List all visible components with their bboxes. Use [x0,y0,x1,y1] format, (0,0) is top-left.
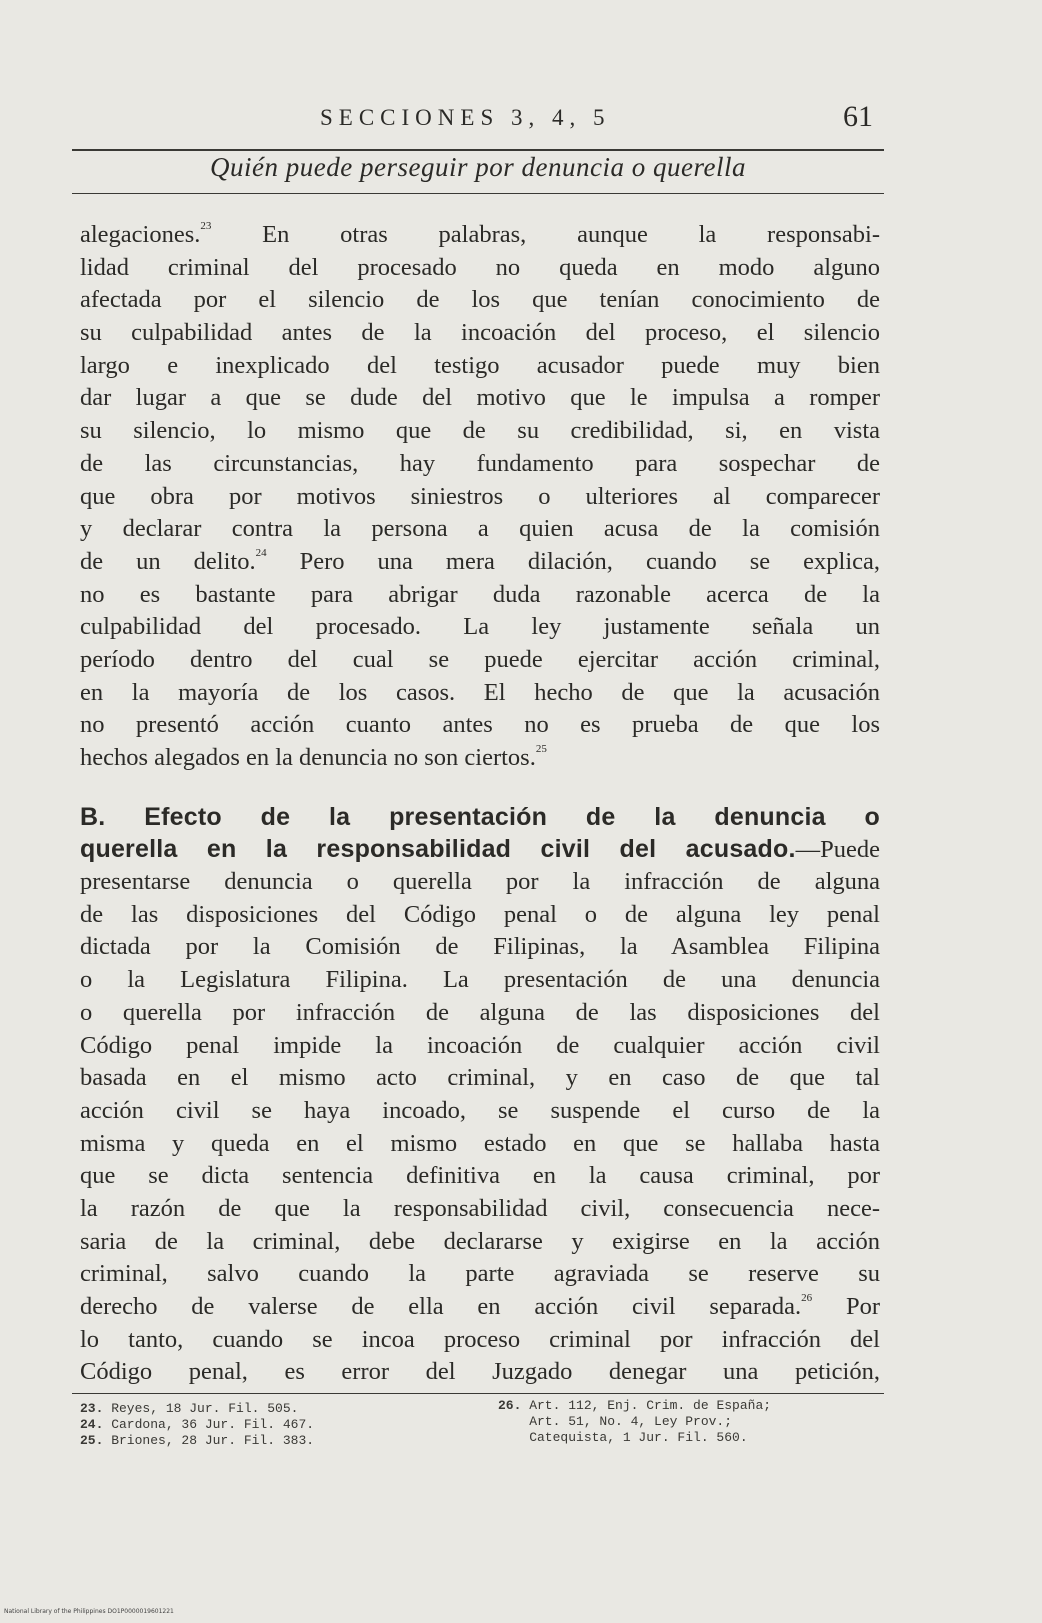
footnote-text: Art. 51, No. 4, Ley Prov.; [498,1414,733,1429]
footnotes-left [80,1401,314,1449]
line-text: de las circunstancias, hay fundamento para sospechar de [80,449,880,477]
footnote-number: 23. [80,1401,104,1416]
line-text-tail: Por [812,1293,880,1320]
text-line [80,219,880,252]
footnote-ref: 23 [200,220,212,232]
section-heading-line-1 [80,801,880,834]
line-text: culpabilidad del procesado. La ley justamente señala un [80,613,880,641]
footnote [498,1398,771,1414]
section-heading: B. Efecto de la presentación de la denuncia o [80,802,880,831]
footnote-number: 24. [80,1417,104,1432]
scan-source-tag: National Library of the Philippines DO1P0000019601221 [4,1608,174,1615]
text-line [80,481,880,514]
line-text: hechos alegados en la denuncia no son ciertos. [80,744,536,771]
line-text: de las disposiciones del Código penal o de alguna ley penal [80,900,880,928]
text-line [80,1160,880,1193]
footnote-text: Cardona, 36 Jur. Fil. 467. [103,1417,315,1432]
line-text: dar lugar a que se dude del motivo que le impulsa a romper [80,384,880,412]
text-line [80,997,880,1030]
footnote-text: Art. 112, Enj. Crim. de España; [521,1398,772,1413]
line-text: lo tanto, cuando se incoa proceso criminal por infracción del [80,1325,880,1353]
section-heading-line-2 [80,833,880,866]
line-text: Código penal impide la incoación de cualquier acción civil [80,1031,880,1059]
footnote [80,1417,314,1433]
text-line [80,350,880,383]
text-line [80,284,880,317]
text-line [80,1258,880,1291]
line-text: en la mayoría de los casos. El hecho de que la acusación [80,678,880,706]
line-text: presentarse denuncia o querella por la infracción de alguna [80,868,880,896]
line-text: o querella por infracción de alguna de las disposiciones del [80,998,880,1026]
text-line [80,1095,880,1128]
line-text: misma y queda en el mismo estado en que se hallaba hasta [80,1129,880,1157]
text-line [80,931,880,964]
line-text: o la Legislatura Filipina. La presentación de una denuncia [80,966,880,994]
line-text: acción civil se haya incoado, se suspende el curso de la [80,1096,880,1124]
line-text: que obra por motivos siniestros o ulteriores al comparecer [80,482,880,510]
line-text-tail: Pero una mera dilación, cuando se explica, [266,547,880,575]
text-line [80,677,880,710]
line-text: no es bastante para abrigar duda razonable acerca de la [80,580,880,608]
line-text: saria de la criminal, debe declararse y exigirse en la acción [80,1227,880,1255]
footnote-ref: 26 [801,1292,813,1304]
paragraph-2 [80,866,880,1389]
footnote [80,1433,314,1449]
footnote-text: Briones, 28 Jur. Fil. 383. [103,1433,315,1448]
footnote [498,1414,771,1430]
footnote-ref: 25 [535,743,547,755]
line-text: basada en el mismo acto criminal, y en caso de que tal [80,1064,880,1092]
page-number: 61 [843,100,873,133]
text-line [80,1193,880,1226]
text-line [80,448,880,481]
footnote-ref: 24 [255,546,267,559]
footnote-number: 26. [498,1398,522,1413]
text-line [80,1226,880,1259]
footnote [80,1401,314,1417]
text-line [80,513,880,546]
footnote [498,1430,771,1446]
text-line [80,1128,880,1161]
section-heading-cont: querella en la responsabilidad civil del acusado. [80,835,796,864]
line-text-tail: En otras palabras, aunque la responsabi- [211,221,880,248]
section-heading-tail: —Puede [795,836,880,864]
footnote-text: Catequista, 1 Jur. Fil. 560. [498,1430,748,1445]
line-text: dictada por la Comisión de Filipinas, la Asamblea Filipina [80,933,880,961]
footnote-text: Reyes, 18 Jur. Fil. 505. [103,1401,299,1416]
text-line [80,415,880,448]
text-line [80,1062,880,1095]
line-text: criminal, salvo cuando la parte agraviada se reserve su [80,1260,880,1288]
text-line [80,252,880,285]
line-text: alegaciones. [80,221,201,248]
text-line [80,611,880,644]
text-line [80,1356,880,1389]
text-line [80,1324,880,1357]
line-text: lidad criminal del procesado no queda en modo alguno [80,253,880,281]
line-text: de un delito. [80,547,256,575]
line-text: afectada por el silencio de los que tenían conocimiento de [80,286,880,314]
text-line [80,1291,880,1324]
line-text: no presentó acción cuanto antes no es prueba de que los [80,711,880,739]
running-head: SECCIONES 3, 4, 5 [320,105,611,130]
line-text: que se dicta sentencia definitiva en la causa criminal, por [80,1162,880,1190]
text-line [80,317,880,350]
text-line [80,709,880,742]
body-text [80,219,880,1389]
footnotes-right [498,1398,771,1446]
line-text: la razón de que la responsabilidad civil, consecuencia nece- [80,1194,880,1222]
text-line [80,579,880,612]
page-subhead: Quién puede perseguir por denuncia o querella [210,152,746,182]
text-line [80,742,880,775]
footnote-number: 25. [80,1433,104,1448]
text-line [80,644,880,677]
line-text: su silencio, lo mismo que de su credibilidad, si, en vista [80,417,880,445]
subhead-rule [72,193,884,194]
text-line [80,964,880,997]
line-text: y declarar contra la persona a quien acusa de la comisión [80,515,880,543]
footnote-rule [72,1393,884,1394]
line-text: largo e inexplicado del testigo acusador puede muy bien [80,351,880,379]
header-rule [72,149,884,151]
text-line [80,1030,880,1063]
line-text: período dentro del cual se puede ejercitar acción criminal, [80,645,880,673]
line-text: derecho de valerse de ella en acción civil separada. [80,1293,802,1320]
text-line [80,546,880,579]
line-text: Código penal, es error del Juzgado denegar una petición, [80,1358,880,1386]
text-line [80,382,880,415]
text-line [80,899,880,932]
paragraph-1 [80,219,880,775]
text-line [80,866,880,899]
line-text: su culpabilidad antes de la incoación del proceso, el silencio [80,319,880,347]
